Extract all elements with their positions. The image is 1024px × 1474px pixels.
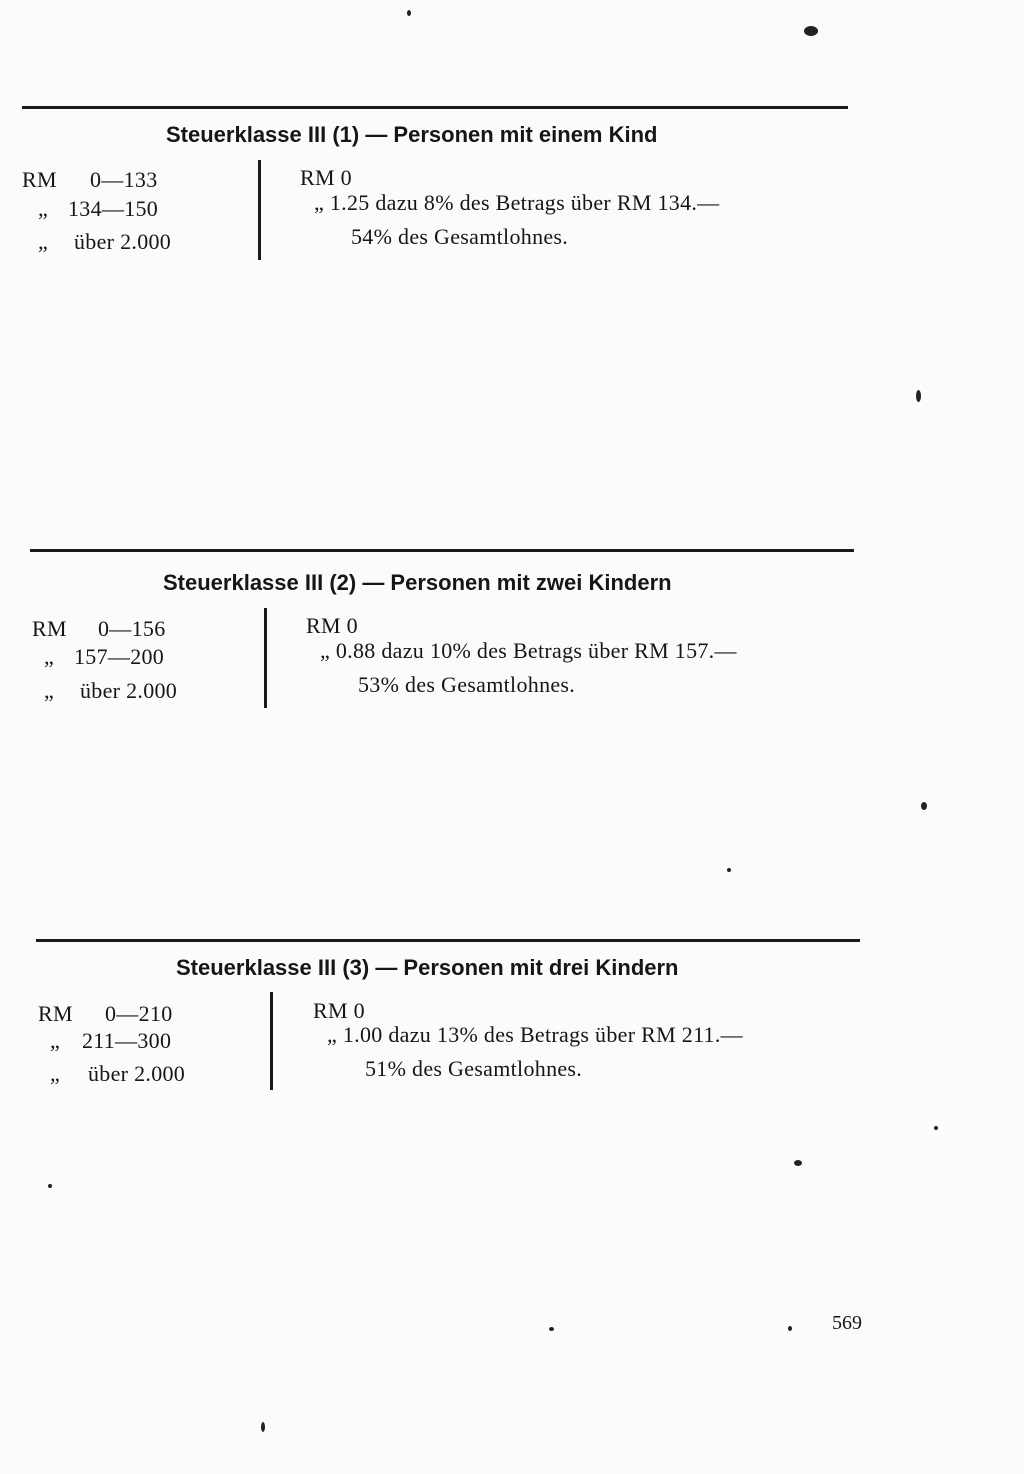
scan-speck bbox=[916, 390, 921, 402]
section-2-column-divider bbox=[264, 608, 267, 708]
section-1-row-1-tax: RM 0 bbox=[300, 165, 352, 190]
section-1-row-2-range: 134—150 bbox=[68, 196, 159, 221]
section-2-row-2-unit: „ bbox=[44, 644, 55, 669]
section-2-row-3-unit: „ bbox=[44, 678, 55, 703]
section-1-row-2-tax: „ 1.25 dazu 8% des Betrags über RM 134.— bbox=[314, 190, 720, 215]
section-3-row-1-tax: RM 0 bbox=[313, 998, 365, 1023]
section-2-row-1-range: 0—156 bbox=[98, 616, 166, 641]
scan-speck bbox=[788, 1326, 792, 1331]
section-1-row-2-unit: „ bbox=[38, 196, 49, 221]
section-2-rule bbox=[30, 549, 854, 552]
section-3-row-3-unit: „ bbox=[50, 1061, 61, 1086]
scan-speck bbox=[261, 1422, 265, 1432]
section-1-heading: Steuerklasse III (1) — Personen mit einem Kind bbox=[166, 122, 658, 147]
section-2-row-2-range: 157—200 bbox=[74, 644, 165, 669]
section-2-row-3-range: über 2.000 bbox=[80, 678, 178, 703]
section-3-row-2-range: 211—300 bbox=[82, 1028, 172, 1053]
scan-speck bbox=[934, 1126, 938, 1130]
scan-speck bbox=[921, 802, 927, 810]
section-3-row-1-range: 0—210 bbox=[105, 1001, 173, 1026]
section-3-row-3-range: über 2.000 bbox=[88, 1061, 186, 1086]
section-3-row-2-unit: „ bbox=[50, 1028, 61, 1053]
section-3-row-3-tax: 51% des Gesamtlohnes. bbox=[365, 1056, 583, 1081]
page-number: 569 bbox=[832, 1312, 862, 1334]
section-2-row-3-tax: 53% des Gesamtlohnes. bbox=[358, 672, 576, 697]
section-1-row-3-tax: 54% des Gesamtlohnes. bbox=[351, 224, 569, 249]
section-1-row-1-range: 0—133 bbox=[90, 167, 158, 192]
section-3-rule bbox=[36, 939, 860, 942]
section-2-row-1-unit: RM bbox=[32, 616, 67, 641]
scan-speck bbox=[407, 10, 411, 16]
section-1-column-divider bbox=[258, 160, 261, 260]
section-3-row-2-tax: „ 1.00 dazu 13% des Betrags über RM 211.— bbox=[327, 1022, 743, 1047]
scan-speck bbox=[794, 1160, 802, 1166]
scan-speck bbox=[48, 1184, 52, 1188]
section-3-column-divider bbox=[270, 992, 273, 1090]
section-1-row-3-range: über 2.000 bbox=[74, 229, 172, 254]
scan-speck bbox=[804, 26, 818, 36]
section-2-heading: Steuerklasse III (2) — Personen mit zwei Kindern bbox=[163, 570, 672, 595]
scan-speck bbox=[549, 1327, 554, 1331]
section-2-row-2-tax: „ 0.88 dazu 10% des Betrags über RM 157.— bbox=[320, 638, 737, 663]
section-3-heading: Steuerklasse III (3) — Personen mit drei Kindern bbox=[176, 955, 679, 980]
section-1-row-1-unit: RM bbox=[22, 167, 57, 192]
section-3-row-1-unit: RM bbox=[38, 1001, 73, 1026]
scan-speck bbox=[727, 868, 731, 872]
section-1-row-3-unit: „ bbox=[38, 229, 49, 254]
section-1-rule bbox=[22, 106, 848, 109]
section-2-row-1-tax: RM 0 bbox=[306, 613, 358, 638]
